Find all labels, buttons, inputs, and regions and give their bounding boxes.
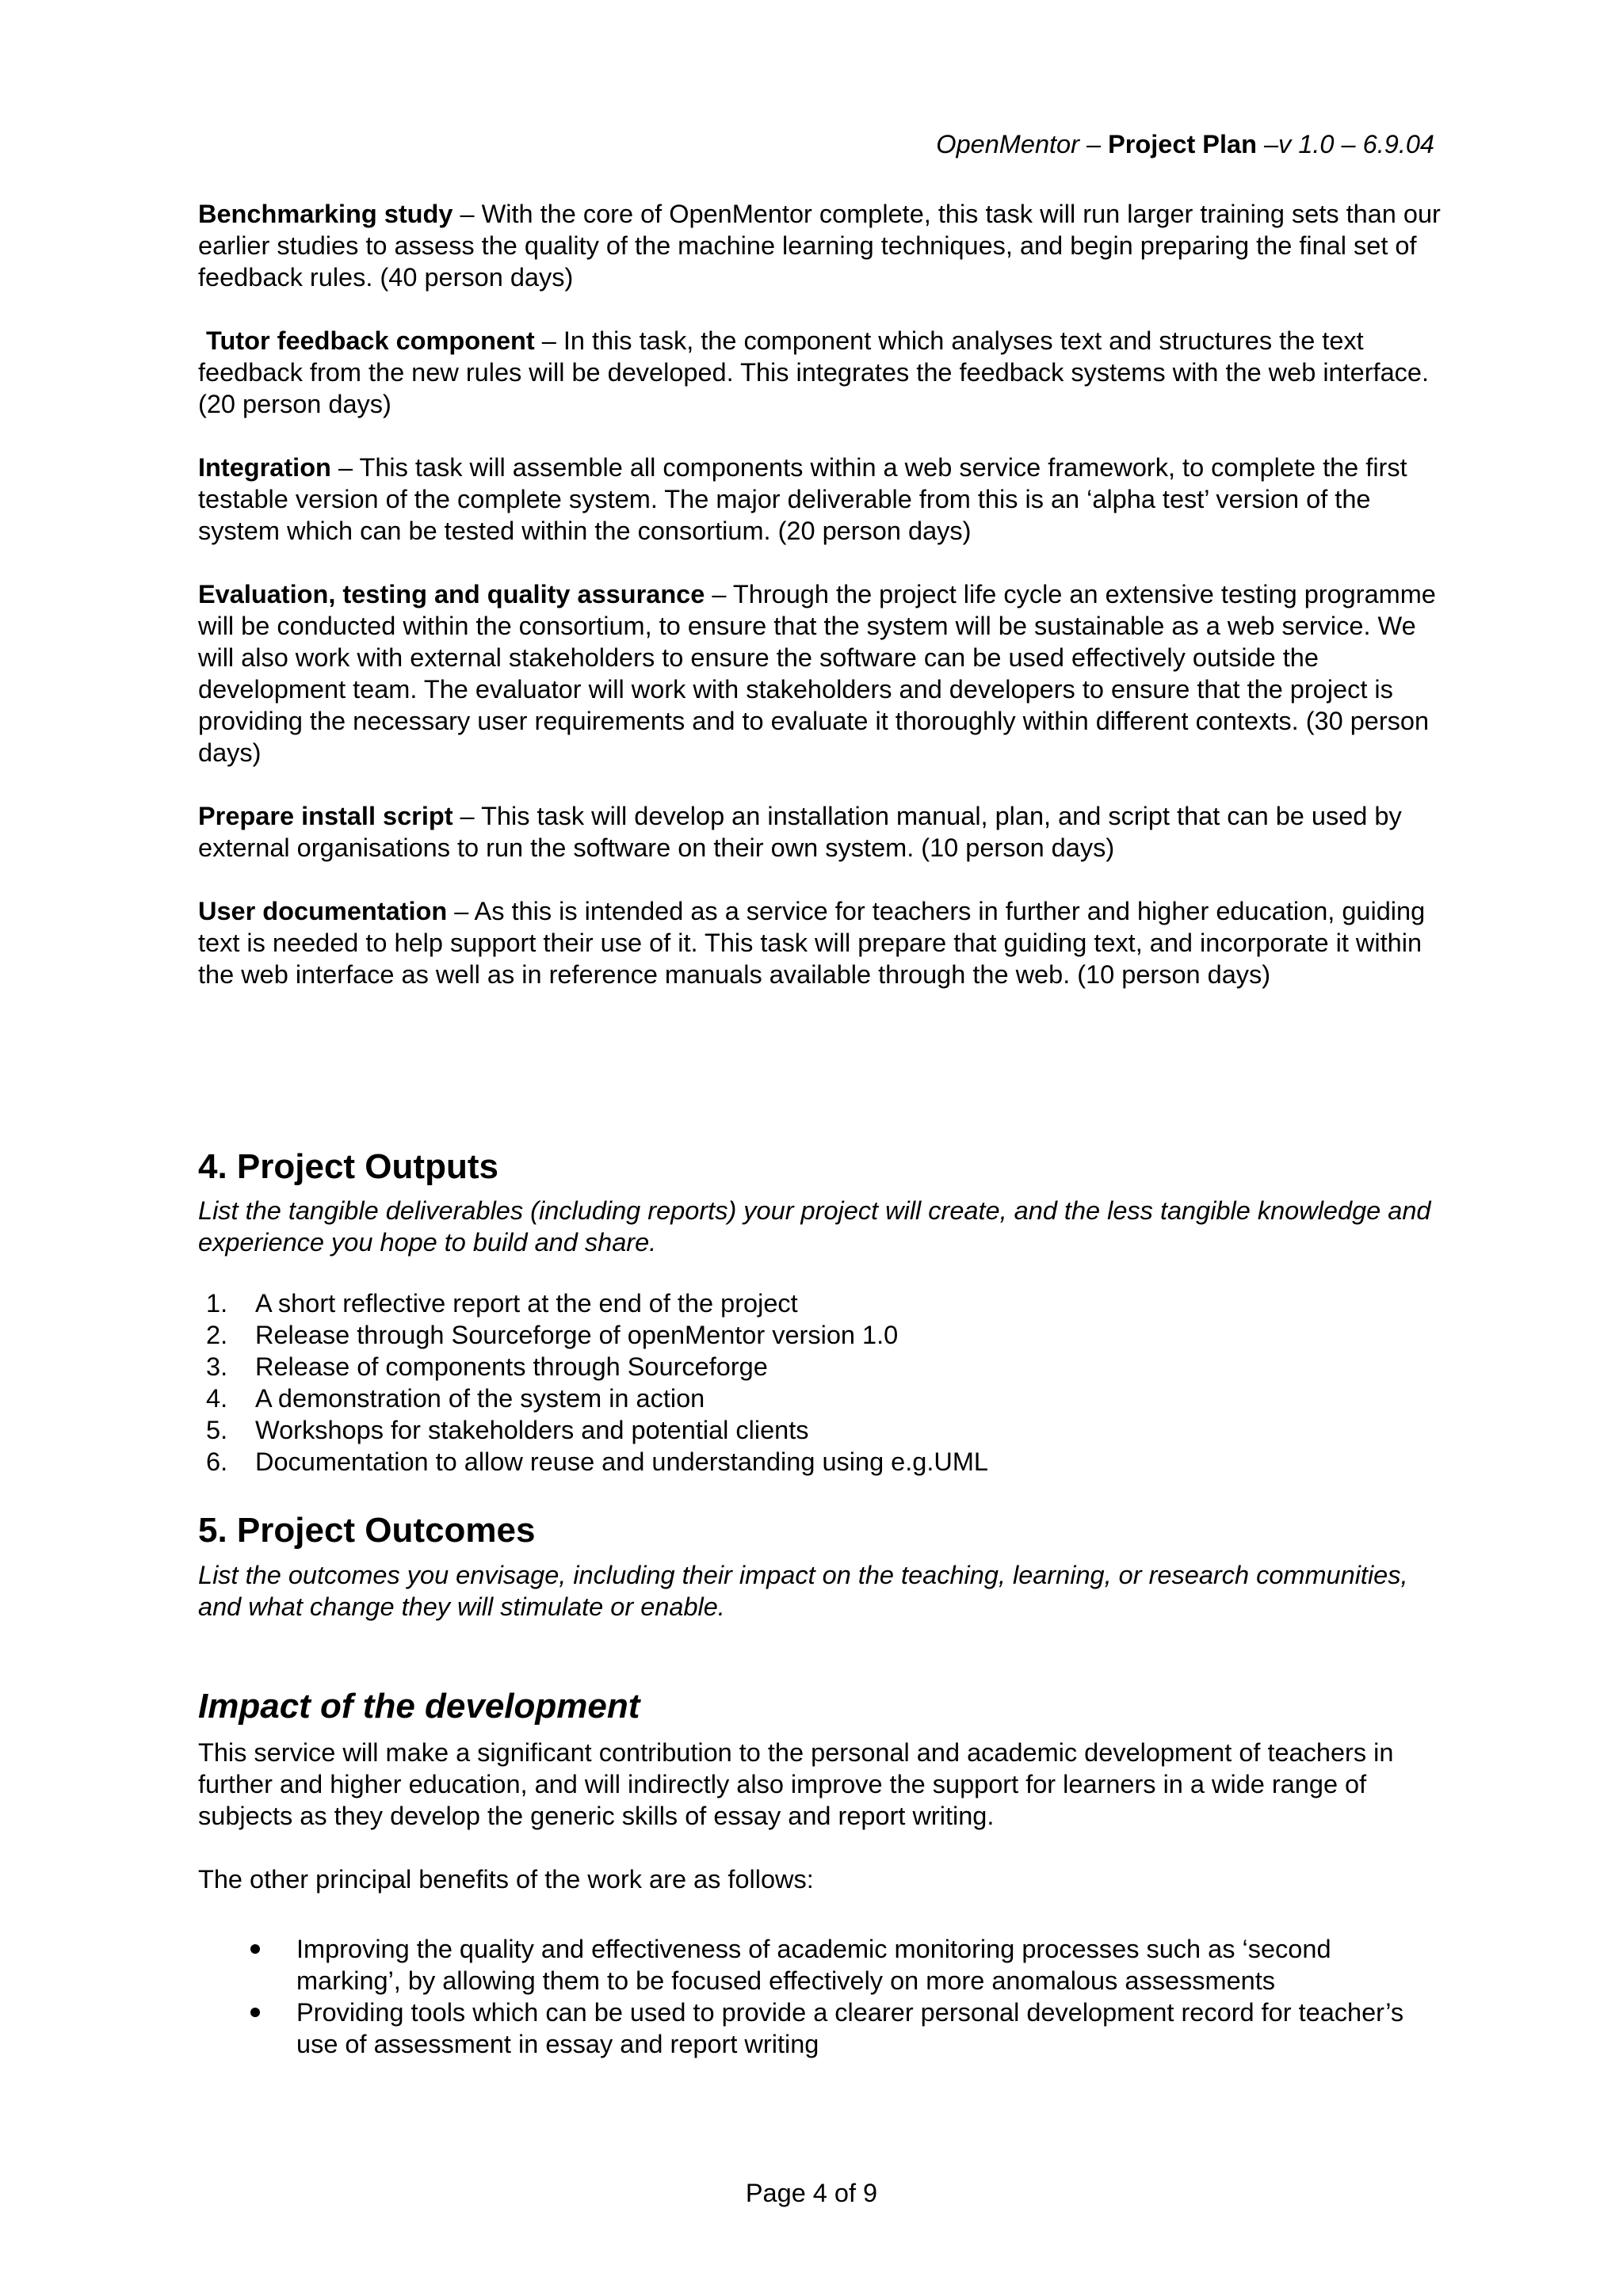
list-number: 6. <box>206 1447 228 1476</box>
header-doc-name: OpenMentor <box>936 130 1079 158</box>
list-item <box>198 1446 988 1478</box>
task-text: – As this is intended as a service for teachers in further and higher education, guiding text is needed to help support their use of it. This task will prepare that guiding text, and incorporate it within the web interface as well as in reference manuals available through the web. (10 person days) <box>198 897 1426 989</box>
list-text: Workshops for stakeholders and potential clients <box>255 1416 809 1444</box>
header-version: –v 1.0 – 6.9.04 <box>1256 130 1434 158</box>
task-text: – With the core of OpenMentor complete, this task will run larger training sets than our earlier studies to assess the quality of the machine learning techniques, and begin preparing the final set of feedback rules. (40 person days) <box>198 200 1441 292</box>
list-item <box>198 1319 988 1351</box>
list-text: Improving the quality and effectiveness of academic monitoring processes such as ‘second marking’, by allowing them to be focused effectively on more anomalous assessments <box>296 1935 1331 1995</box>
task-user-documentation <box>198 895 1442 990</box>
task-title: Tutor feedback component <box>206 326 535 355</box>
task-title: Benchmarking study <box>198 200 453 228</box>
list-text: Release of components through Sourceforge <box>255 1352 768 1381</box>
impact-paragraph-1: This service will make a significant contribution to the personal and academic development of teachers in further and higher education, and will indirectly also improve the support for learners in a wide range of subjects as they develop the generic skills of essay and report writing. <box>198 1738 1394 1830</box>
list-number: 4. <box>206 1384 228 1413</box>
task-integration <box>198 452 1442 547</box>
task-title: Prepare install script <box>198 802 453 830</box>
list-number: 5. <box>206 1416 228 1444</box>
list-text: A demonstration of the system in action <box>255 1384 705 1413</box>
list-number: 1. <box>206 1289 228 1318</box>
list-text: Release through Sourceforge of openMentor version 1.0 <box>255 1321 899 1349</box>
bullet-icon <box>250 1944 260 1954</box>
task-evaluation <box>198 578 1442 769</box>
task-title: User documentation <box>198 897 448 925</box>
page-header <box>936 128 1434 160</box>
task-text: – In this task, the component which analyses text and structures the text feedback from the new rules will be developed. This integrates the feedback systems with the web interface. (20 person days) <box>198 326 1430 418</box>
outputs-heading: 4. Project Outputs <box>198 1147 498 1186</box>
outputs-list <box>198 1287 988 1478</box>
list-text: A short reflective report at the end of the project <box>255 1289 798 1318</box>
list-number: 3. <box>206 1352 228 1381</box>
list-number: 2. <box>206 1321 228 1349</box>
task-text: – This task will develop an installation manual, plan, and script that can be used by external organisations to run the software on their own system. (10 person days) <box>198 802 1402 862</box>
impact-heading: Impact of the development <box>198 1687 640 1726</box>
task-install-script <box>198 800 1442 864</box>
task-title: Integration <box>198 453 331 482</box>
list-item <box>198 1287 988 1319</box>
benefits-list <box>198 1933 1434 2060</box>
list-item <box>198 1351 988 1383</box>
outcomes-heading: 5. Project Outcomes <box>198 1511 536 1550</box>
page-footer: Page 4 of 9 <box>745 2179 878 2207</box>
list-text: Documentation to allow reuse and understanding using e.g.UML <box>255 1447 989 1476</box>
outcomes-instruction: List the outcomes you envisage, including their impact on the teaching, learning, or research communities, and what change they will stimulate or enable. <box>198 1561 1408 1621</box>
bullet-icon <box>250 2008 260 2017</box>
task-text: – This task will assemble all components within a web service framework, to complete the first testable version of the complete system. The major deliverable from this is an ‘alpha test’ version of the system which can be tested within the consortium. (20 person days) <box>198 453 1407 545</box>
list-item <box>198 1383 988 1414</box>
impact-paragraph-2: The other principal benefits of the work are as follows: <box>198 1865 814 1894</box>
task-tutor-feedback <box>198 325 1442 420</box>
outputs-instruction: List the tangible deliverables (including reports) your project will create, and the less tangible knowledge and experience you hope to build and share. <box>198 1196 1431 1257</box>
list-text: Providing tools which can be used to provide a clearer personal development record for teacher’s use of assessment in essay and report writing <box>296 1998 1404 2058</box>
task-benchmarking <box>198 198 1442 293</box>
list-item <box>198 1414 988 1446</box>
header-dash: – <box>1079 130 1109 158</box>
header-plan-label: Project Plan <box>1108 130 1257 158</box>
task-text: – Through the project life cycle an extensive testing programme will be conducted within the consortium, to ensure that the system will be sustainable as a web service. We will also work with external stakeholders to ensure the software can be used effectively outside the development team. The evaluator will work with stakeholders and developers to ensure that the project is providing the necessary user requirements and to evaluate it thoroughly within different contexts. (30 person days) <box>198 580 1436 767</box>
task-title: Evaluation, testing and quality assurance <box>198 580 705 608</box>
list-item <box>198 1933 1434 1997</box>
list-item <box>198 1997 1434 2060</box>
